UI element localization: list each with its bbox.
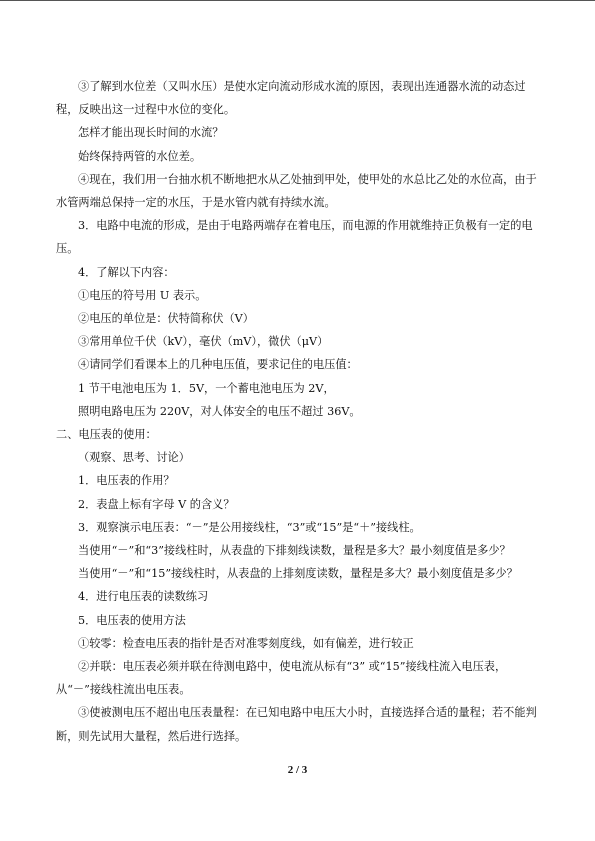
document-body [56, 75, 542, 748]
paragraph: 4．进行电压表的读数练习 [78, 590, 209, 604]
paragraph: ②电压的单位是：伏特简称伏（V） [78, 312, 254, 326]
paragraph: 1 节干电池电压为 1．5V，一个蓄电池电压为 2V， [78, 381, 335, 395]
paragraph: ③使被测电压不超出电压表量程：在已知电路中电压大小时，直接选择合适的量程；若不能判断，则先试用大量程，然后进行选择。 [56, 706, 537, 743]
paragraph: （观察、思考、讨论） [78, 451, 190, 465]
paragraph: 当使用“－”和“15”接线柱时，从表盘的上排刻度读数，量程是多大？最小刻度值是多少？ [78, 567, 518, 581]
paragraph: 3．电路中电流的形成，是由于电路两端存在着电压，而电源的作用就维持正负极有一定的电压。 [56, 219, 533, 256]
paragraph: ③常用单位千伏（kV），毫伏（mV），微伏（μV） [78, 335, 329, 349]
paragraph: 当使用“－”和“3”接线柱时，从表盘的下排刻线读数，量程是多大？最小刻度值是多少？ [78, 544, 511, 558]
paragraph: 怎样才能出现长时间的水流？ [78, 126, 224, 140]
paragraph: 1．电压表的作用？ [78, 474, 175, 488]
paragraph: 2．表盘上标有字母 V 的含义？ [78, 497, 235, 511]
header-rule [0, 0, 595, 1]
paragraph: ③了解到水位差（又叫水压）是使水定向流动形成水流的原因，表现出连通器水流的动态过程，反映出这一过程中水位的变化。 [56, 80, 526, 117]
paragraph: 4．了解以下内容： [78, 265, 175, 279]
paragraph: 始终保持两管的水位差。 [78, 149, 202, 163]
paragraph: ④现在，我们用一台抽水机不断地把水从乙处抽到甲处，使甲处的水总比乙处的水位高，由于水管两端总保持一定的水压，于是水管内就有持续水流。 [56, 172, 537, 210]
paragraph: 5．电压表的使用方法 [78, 613, 186, 627]
paragraph: ①电压的符号用 U 表示。 [78, 288, 207, 302]
paragraph: 3．观察演示电压表：“－”是公用接线柱，“3”或“15”是“＋”接线柱。 [78, 520, 421, 534]
paragraph: 照明电路电压为 220V，对人体安全的电压不超过 36V。 [78, 404, 361, 418]
paragraph: ②并联：电压表必须并联在待测电路中，使电流从标有“3” 或“15”接线柱流入电压表，从“－”接线柱流出电压表。 [56, 660, 507, 697]
page-number: 2 / 3 [287, 764, 308, 776]
paragraph: ①较零：检查电压表的指针是否对准零刻度线，如有偏差，进行较正 [78, 636, 414, 650]
paragraph: ④请同学们看课本上的几种电压值，要求记住的电压值： [78, 358, 358, 372]
section-heading: 二、电压表的使用： [56, 428, 157, 442]
